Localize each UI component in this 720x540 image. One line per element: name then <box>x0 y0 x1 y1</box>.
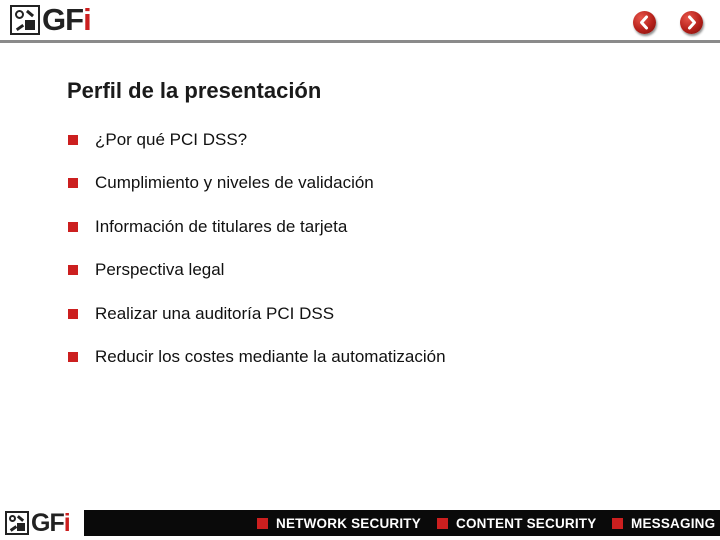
slide-title: Perfil de la presentación <box>67 78 322 103</box>
footer-square-icon <box>257 518 268 529</box>
bullet-item <box>68 347 446 390</box>
footer-link-messaging[interactable] <box>612 510 715 536</box>
bullet-text: Reducir los costes mediante la automatización <box>95 346 446 366</box>
footer-square-icon <box>437 518 448 529</box>
gfi-logo-mark-icon <box>10 5 40 35</box>
bullet-list <box>68 130 446 390</box>
footer-link-content-security[interactable] <box>437 510 596 536</box>
footer-label: CONTENT SECURITY <box>456 515 597 531</box>
footer-bar <box>84 510 720 536</box>
gfi-footer-logo <box>5 510 70 536</box>
previous-slide-button[interactable] <box>633 11 656 34</box>
gfi-logo <box>10 2 91 37</box>
gfi-logo-text: GFi <box>42 2 91 37</box>
slide-header <box>0 0 720 44</box>
footer-label: MESSAGING <box>631 515 716 531</box>
header-divider <box>0 40 720 43</box>
chevron-right-icon <box>680 11 703 34</box>
bullet-text: Cumplimiento y niveles de validación <box>95 173 374 193</box>
bullet-item <box>68 173 446 216</box>
slide-footer <box>0 508 720 538</box>
gfi-logo-text: GFi <box>31 509 70 537</box>
bullet-text: Realizar una auditoría PCI DSS <box>95 303 335 323</box>
bullet-square-icon <box>68 352 78 362</box>
bullet-item <box>68 304 446 347</box>
bullet-item <box>68 130 446 173</box>
bullet-item <box>68 260 446 303</box>
next-slide-button[interactable] <box>680 11 703 34</box>
bullet-square-icon <box>68 178 78 188</box>
gfi-logo-mark-icon <box>5 511 29 535</box>
bullet-text: Información de titulares de tarjeta <box>95 216 348 236</box>
footer-square-icon <box>612 518 623 529</box>
bullet-square-icon <box>68 135 78 145</box>
bullet-square-icon <box>68 222 78 232</box>
bullet-item <box>68 217 446 260</box>
footer-link-network-security[interactable] <box>257 510 421 536</box>
bullet-text: Perspectiva legal <box>95 260 225 280</box>
bullet-text: ¿Por qué PCI DSS? <box>95 130 248 149</box>
bullet-square-icon <box>68 265 78 275</box>
chevron-left-icon <box>633 11 656 34</box>
bullet-square-icon <box>68 309 78 319</box>
footer-label: NETWORK SECURITY <box>276 515 421 531</box>
